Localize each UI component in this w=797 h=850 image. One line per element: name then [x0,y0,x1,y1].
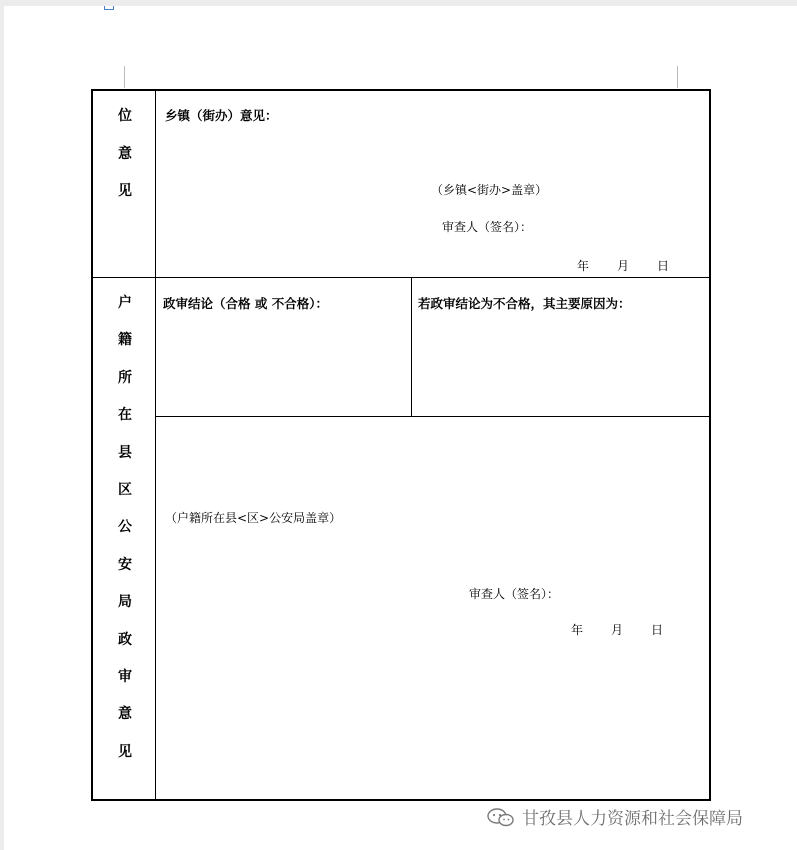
bottom-label-char-4: 在 [118,407,132,423]
bottom-label-char-5: 县 [118,445,132,461]
bottom-label-char-3: 所 [118,370,132,386]
section-divider [93,277,709,278]
township-reviewer-label: 审查人（签名）： [442,220,533,234]
bottom-label-char-1: 户 [118,295,132,311]
top-label-char-1: 位 [118,108,132,124]
bottom-label-char-12: 意 [118,706,132,722]
text-cursor-marker [104,6,114,10]
police-date-month: 月 [611,623,624,637]
bottom-label-char-7: 公 [118,519,132,535]
margin-mark-left [124,66,125,88]
source-watermark [486,804,743,829]
township-date-month: 月 [617,259,630,273]
conclusion-row-divider [155,416,709,417]
review-form-table [91,89,711,801]
top-label-char-3: 见 [118,183,132,199]
disqualification-reason-label: 若政审结论为不合格，其主要原因为： [418,296,631,311]
bottom-label-char-2: 籍 [118,332,132,348]
bottom-label-char-8: 安 [118,557,132,573]
conclusion-label: 政审结论（合格 或 不合格）： [163,296,328,311]
township-opinion-title: 乡镇（街办）意见： [165,108,278,123]
wechat-icon [486,807,516,827]
police-date-day: 日 [651,623,664,637]
police-reviewer-label: 审查人（签名）： [469,587,560,601]
bottom-label-char-6: 区 [118,482,132,498]
top-label-char-2: 意 [118,146,132,162]
police-date-year: 年 [571,623,584,637]
township-date-year: 年 [577,259,590,273]
watermark-text: 甘孜县人力资源和社会保障局 [522,809,743,829]
township-date-day: 日 [657,259,670,273]
conclusion-reason-divider [411,277,412,416]
township-seal-text: （乡镇<街办>盖章） [431,183,548,197]
police-seal-text: （户籍所在县<区>公安局盖章） [165,511,342,525]
bottom-label-char-13: 见 [118,744,132,760]
margin-mark-right [677,66,678,88]
bottom-label-char-11: 审 [118,669,132,685]
bottom-label-char-9: 局 [118,594,132,610]
bottom-label-char-10: 政 [118,632,132,648]
